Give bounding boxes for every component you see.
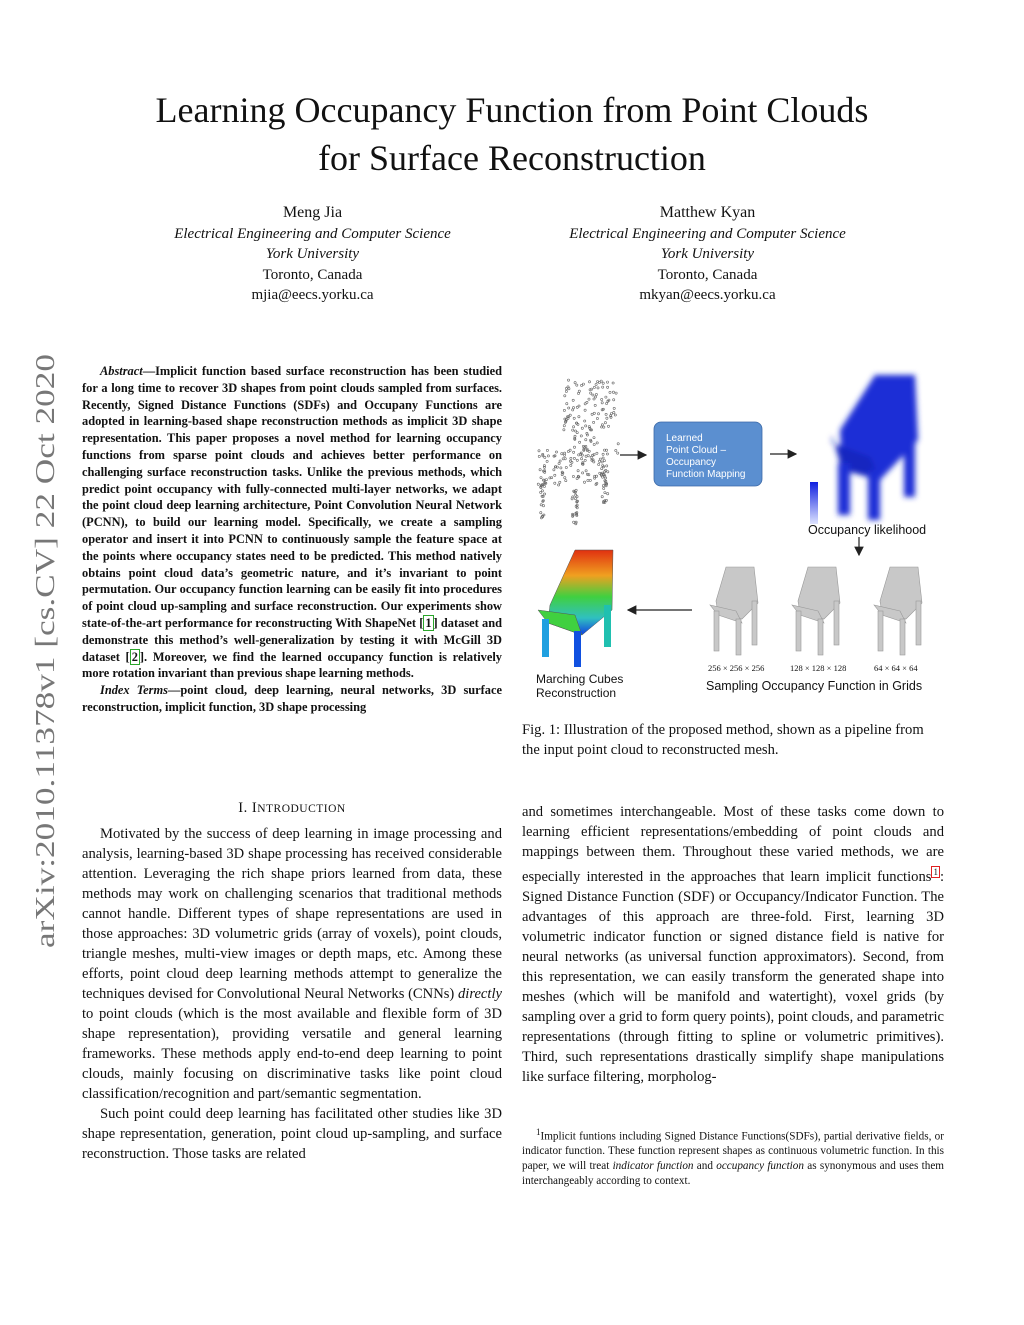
citation-link-1[interactable]: 1 <box>425 615 432 630</box>
point-cloud-dot <box>581 427 583 429</box>
intro-left-column <box>82 824 502 1164</box>
paper-title <box>0 86 1024 182</box>
point-cloud-dot <box>595 383 597 385</box>
point-cloud-dot <box>606 417 608 419</box>
index-terms-text: —point cloud, deep learning, neural networks, 3D surface reconstruction, implicit function, 3D shape processing <box>82 683 502 714</box>
point-cloud-dot <box>581 384 583 386</box>
intro-p1-text-a: Motivated by the success of deep learning in image processing and analysis, learning-based 3D shape processing has received considerable attention. Leveraging the rich shape priors learned from data, these methods may work on challenging scenarios that traditional methods cannot handle. Different types of shape representations are used in those approaches: 3D volumetric grids (array of voxels), point clouds, triangle meshes, multi-view images or depth maps, etc. Among these efforts, point cloud deep learning methods attempt to generalize the techniques devised for Convolutional Neural Networks (CNNs) <box>82 826 502 1002</box>
point-cloud-dot <box>602 453 604 455</box>
point-cloud-dot <box>578 416 580 418</box>
footnote <box>522 1125 944 1188</box>
point-cloud-dot <box>602 386 604 388</box>
abstract-label: Abstract <box>100 364 143 378</box>
point-cloud-dot <box>601 398 603 400</box>
abstract: Abstract—Implicit function based surface reconstruction has been studied for a long time to recover 3D shapes from point clouds sampled from surfaces. Recently, Signed Distance Functions (SDFs) and Occupany Functions are adopted in learning-based shape reconstruction methods as implicit 3D shape representation. This paper proposes a novel method for learning occupancy functions from sparse point clouds and achieves better performance on challenging surface reconstruction tasks. Unlike the previous methods, which predict point occupancy with fully-connected multi-layer networks, we adapt the point cloud deep learning architecture, Point Convolution Neural Network (PCNN), to build our learning model. Specifically, we create a sampling operator and insert it into PCNN to continuously sample the feature space at the points where occupancy states need to be predicted. This method natively obtains point cloud data’s geometric nature, and it’s invariant to point permutation. Our occupancy function learning can be easily fit into procedures of point cloud up-sampling and surface reconstruction. Our experiments show state-of-the-art performance for reconstructing With ShapeNet [ 1 ] dataset and demonstrate this method’s well-generalization by testing it with McGill 3D dataset [ 2 ]. Moreover, we find the learned occupancy function is relatively more rotation invariant than previous shape learning methods. Index Terms—point cloud, deep learning, neural networks, 3D surface reconstruction, implicit function, 3D shape processing <box>82 364 502 714</box>
point-cloud-dot <box>588 381 590 383</box>
point-cloud-dot <box>543 485 545 487</box>
footnote-link[interactable]: 1 <box>933 867 938 877</box>
mapping-box-line-2: Point Cloud – <box>666 445 727 456</box>
point-cloud-dot <box>601 402 603 404</box>
author-city: Toronto, Canada <box>657 266 758 283</box>
point-cloud-dot <box>607 471 609 473</box>
point-cloud-dot <box>546 449 548 451</box>
point-cloud-dot <box>575 494 577 496</box>
point-cloud-dot <box>573 417 575 419</box>
author-dept: Electrical Engineering and Computer Science <box>569 225 846 242</box>
point-cloud-dot <box>599 458 601 460</box>
section-title-first: I <box>251 800 258 816</box>
point-cloud-dot <box>601 424 603 426</box>
point-cloud-dot <box>579 441 581 443</box>
point-cloud-dot <box>585 439 587 441</box>
author-block-2 <box>545 203 870 306</box>
point-cloud-dot <box>563 409 565 411</box>
point-cloud-dot <box>580 435 582 437</box>
point-cloud-dot <box>553 469 555 471</box>
point-cloud-dot <box>602 457 604 459</box>
occupancy-label: Occupancy likelihood <box>808 523 927 537</box>
point-cloud-dot <box>596 452 598 454</box>
point-cloud-dot <box>572 399 574 401</box>
point-cloud-dot <box>574 382 576 384</box>
author-email: mjia@eecs.yorku.ca <box>251 287 374 303</box>
author-city: Toronto, Canada <box>262 266 363 283</box>
point-cloud-dot <box>576 477 578 479</box>
point-cloud-dot <box>593 421 595 423</box>
arxiv-stamp-text: arXiv:2010.11378v1 [cs.CV] 22 Oct 2020 <box>30 493 60 948</box>
figure-caption: Fig. 1: Illustration of the proposed method, shown as a pipeline from the input point cloud to reconstructed mesh. <box>522 722 924 758</box>
point-cloud-dot <box>589 479 591 481</box>
footnote-text-c: as synonymous and uses them interchangeably according to context. <box>522 1159 944 1187</box>
point-cloud-dot <box>559 460 561 462</box>
point-cloud-dot <box>585 470 587 472</box>
point-cloud-dot <box>617 443 619 445</box>
mapping-box-line-4: Function Mapping <box>666 469 746 480</box>
point-cloud-dot <box>554 482 556 484</box>
point-cloud-dot <box>594 404 596 406</box>
point-cloud-dot <box>603 460 605 462</box>
title-line-1: Learning Occupancy Function from Point Clouds <box>155 90 869 130</box>
abstract-text-2: dataset and demonstrate this method’s well-generalization by testing it with McGill 3D dataset <box>82 615 502 664</box>
point-cloud-dot <box>590 456 592 458</box>
point-cloud-dot <box>563 425 565 427</box>
point-cloud-dot <box>613 407 615 409</box>
point-cloud-dot <box>576 432 578 434</box>
point-cloud-dot <box>584 420 586 422</box>
point-cloud-dot <box>537 483 539 485</box>
point-cloud-dot <box>609 391 611 393</box>
section-numeral: I. <box>238 800 248 816</box>
point-cloud-dot <box>582 472 584 474</box>
point-cloud-dot <box>576 384 578 386</box>
point-cloud-dot <box>575 521 577 523</box>
point-cloud-dot <box>567 379 569 381</box>
right-text-a: and sometimes interchangeable. Most of these tasks come down to learning efficient representations/embedding of point clouds and mappings between them. Throughout these varied methods, we are especially interested in the approaches that learn implicit functions <box>522 804 944 885</box>
point-cloud-dot <box>613 411 615 413</box>
point-cloud-dot <box>601 426 603 428</box>
point-cloud-dot <box>565 390 567 392</box>
point-cloud-dot <box>594 396 596 398</box>
point-cloud-dot <box>546 460 548 462</box>
author-name: Meng Jia <box>282 204 343 221</box>
footnote-emphasis-1: indicator function <box>612 1159 694 1172</box>
point-cloud-dot <box>610 413 612 415</box>
sampled-chair-64 <box>874 567 922 655</box>
section-heading <box>82 800 502 817</box>
point-cloud-dot <box>584 459 586 461</box>
point-cloud-dot <box>587 479 589 481</box>
point-cloud-dot <box>612 391 614 393</box>
point-cloud-dot <box>595 393 597 395</box>
point-cloud-dot <box>558 484 560 486</box>
point-cloud-dot <box>564 395 566 397</box>
point-cloud-dot <box>593 398 595 400</box>
point-cloud-dot <box>572 475 574 477</box>
point-cloud-dot <box>572 409 574 411</box>
point-cloud-dot <box>607 493 609 495</box>
point-cloud-dot <box>540 504 542 506</box>
grid-label-64: 64 × 64 × 64 <box>874 663 918 673</box>
point-cloud-dot <box>617 452 619 454</box>
point-cloud-dot <box>538 450 540 452</box>
section-title-rest: NTRODUCTION <box>257 803 346 815</box>
point-cloud-dot <box>547 455 549 457</box>
occupancy-chair <box>832 375 918 520</box>
point-cloud-dot <box>558 462 560 464</box>
point-cloud-dot <box>573 451 575 453</box>
point-cloud-dot <box>565 466 567 468</box>
abstract-text-1: Implicit function based surface reconstruction has been studied for a long time to recover 3D shapes from point clouds sampled from surfaces. Recently, Signed Distance Functions (SDFs) and Occupany Functions are adopted in learning-based shape reconstruction methods as implicit 3D shape representation. This paper proposes a novel method for learning occupancy functions from sparse point clouds and achieves better performance on challenging surface reconstruction tasks. Unlike the previous methods, which predict point occupancy with fully-connected multi-layer networks, we adapt the point cloud deep learning architecture, Point Convolution Neural Network (PCNN), to build our learning model. Specifically, we create a sampling operator and insert it into PCNN to continuously sample the feature space at the points where occupancy states need to be predicted. This method natively obtains point cloud data’s geometric nature, and it’s invariant to point permutation. Our occupancy function learning can be easily fit into procedures of point cloud up-sampling and surface reconstruction. Our experiments show state-of-the-art performance for reconstructing With ShapeNet <box>82 364 502 630</box>
author-name: Matthew Kyan <box>659 204 756 221</box>
point-cloud-dot <box>602 476 604 478</box>
point-cloud-dot <box>540 512 542 514</box>
point-cloud-dot <box>607 425 609 427</box>
marching-label-1: Marching Cubes <box>536 672 624 686</box>
point-cloud-dot <box>538 455 540 457</box>
point-cloud-dot <box>576 406 578 408</box>
sampled-chair-256 <box>710 567 758 655</box>
abstract-text-3: . Moreover, we find the learned occupancy function is relatively more rotation invariant than previous shape learning methods. <box>82 649 502 681</box>
point-cloud-dot <box>545 479 547 481</box>
point-cloud-dot <box>573 426 575 428</box>
title-line-2: for Surface Reconstruction <box>318 138 706 178</box>
point-cloud-dot <box>605 413 607 415</box>
point-cloud-dot <box>596 442 598 444</box>
point-cloud-dot <box>593 386 595 388</box>
point-cloud-dot <box>601 496 603 498</box>
point-cloud-dot <box>577 470 579 472</box>
point-cloud-dot <box>570 464 572 466</box>
footnote-mark: 1 <box>536 1127 541 1137</box>
point-cloud-dot <box>592 394 594 396</box>
point-cloud-dot <box>540 477 542 479</box>
point-cloud-dot <box>604 422 606 424</box>
right-text-b: : Signed Distance Function (SDF) or Occupancy/Indicator Function. The advantages of this approach are three-fold. First, learning 3D volumetric indicator function or signed distance field is native for neural networks (as universal function approximators). Second, from this representation, we can easily transform the generated shape into meshes (which will be manifold and watertight), voxel grids (by sampling over a grid to form query points), point clouds, and parametric representations (through fitting to spline or volumetric primitives). Third, such representations drastically simplify shape manipulations like surface filtering, morpholog- <box>522 868 944 1085</box>
author-email: mkyan@eecs.yorku.ca <box>639 287 776 303</box>
point-cloud-dot <box>539 469 541 471</box>
svg-text:128 × 128 × 128 <box>790 663 846 673</box>
abstract-dash: — <box>142 364 156 378</box>
mapping-box-line-1: Learned <box>666 433 703 444</box>
point-cloud-dot <box>578 390 580 392</box>
point-cloud-dot <box>544 456 546 458</box>
sampling-label: Sampling Occupancy Function in Grids <box>706 679 923 693</box>
point-cloud-dot <box>606 453 608 455</box>
point-cloud-dot <box>565 480 567 482</box>
point-cloud-dot <box>583 481 585 483</box>
point-cloud-dot <box>561 453 563 455</box>
point-cloud-dot <box>563 429 565 431</box>
point-cloud-dot <box>593 443 595 445</box>
mapping-box-line-3: Occupancy <box>666 457 717 468</box>
point-cloud-dot <box>615 449 617 451</box>
point-cloud-dot <box>601 468 603 470</box>
point-cloud-dot <box>585 455 587 457</box>
point-cloud-dot <box>560 467 562 469</box>
pipeline-diagram <box>520 365 944 705</box>
figure-1 <box>520 365 944 705</box>
point-cloud-dot <box>572 429 574 431</box>
point-cloud-dot <box>542 505 544 507</box>
svg-text:64 × 64 × 64 <box>874 663 918 673</box>
footnote-text-a: Implicit funtions including Signed Distance Functions(SDFs), partial derivative fields, or indicator function. These function represent shapes as continuous volumetric function. In this paper, we will treat <box>522 1130 944 1172</box>
point-cloud-dot <box>596 417 598 419</box>
svg-text:256 × 256 × 256 <box>708 663 764 673</box>
sampled-chair-128 <box>792 567 840 655</box>
point-cloud-dot <box>559 481 561 483</box>
point-cloud-dot <box>613 399 615 401</box>
point-cloud-dot <box>593 437 595 439</box>
point-cloud-dot <box>598 463 600 465</box>
point-cloud-dot <box>597 387 599 389</box>
point-cloud-dot <box>555 451 557 453</box>
sampled-chairs <box>710 567 922 655</box>
point-cloud-dot <box>588 398 590 400</box>
point-cloud-dot <box>607 386 609 388</box>
occupancy-colorbar <box>810 482 818 524</box>
index-terms-label: Index Terms <box>100 683 168 698</box>
point-cloud-dot <box>544 493 546 495</box>
point-cloud-dot <box>602 485 604 487</box>
point-cloud-dot <box>603 426 605 428</box>
point-cloud-dot <box>577 392 579 394</box>
point-cloud-dot <box>581 458 583 460</box>
point-cloud-dot <box>584 403 586 405</box>
point-cloud-dot <box>606 465 608 467</box>
intro-paragraph-1 <box>82 824 502 1104</box>
point-cloud-dot <box>568 407 570 409</box>
point-cloud-dot <box>614 414 616 416</box>
point-cloud-dot <box>541 490 543 492</box>
point-cloud-dot <box>615 392 617 394</box>
author-univ: York University <box>660 246 755 262</box>
marching-label-2: Reconstruction <box>536 686 617 700</box>
point-cloud-dot <box>612 382 614 384</box>
grid-label-256: 256 × 256 × 256 <box>708 663 765 673</box>
intro-p1-emphasis: directly <box>457 986 502 1002</box>
point-cloud-dot <box>567 450 569 452</box>
point-cloud-dot <box>564 477 566 479</box>
point-cloud-dot <box>604 492 606 494</box>
arxiv-stamp <box>28 352 62 948</box>
point-cloud-dot <box>591 413 593 415</box>
svg-text:Marching Cubes Reconstru <box>536 672 627 700</box>
citation-link-2[interactable]: 2 <box>131 649 138 664</box>
point-cloud-dot <box>606 381 608 383</box>
point-cloud-dot <box>593 412 595 414</box>
right-paragraph <box>522 802 944 1087</box>
point-cloud-dot <box>603 487 605 489</box>
point-cloud-dot <box>584 409 586 411</box>
point-cloud-dot <box>601 461 603 463</box>
point-cloud-dot <box>602 382 604 384</box>
point-cloud-dot <box>576 459 578 461</box>
footnote-text-b: and <box>693 1159 717 1172</box>
point-cloud-dot <box>597 413 599 415</box>
point-cloud-dot <box>588 474 590 476</box>
intro-paragraph-2: Such point could deep learning has facilitated other studies like 3D shape representation, generation, point cloud up-sampling, and surface reconstruction. Those tasks are related <box>82 1106 502 1162</box>
author-block-1 <box>150 203 475 306</box>
author-dept: Electrical Engineering and Computer Science <box>174 225 451 242</box>
intro-p1-text-b: to point clouds (which is the most available and flexible form of 3D shape representation), providing versatile and general learning frameworks. These methods apply end-to-end deep learning to point clouds, mainly focusing on discriminative tasks like point cloud classification/recognition and part/semantic segmentation. <box>82 1006 502 1102</box>
footnote-emphasis-2: occupancy function <box>716 1159 804 1172</box>
point-cloud-dot <box>573 521 575 523</box>
point-cloud-dot <box>570 457 572 459</box>
author-univ: York University <box>265 246 360 262</box>
intro-right-column <box>522 802 944 1087</box>
point-cloud-dot <box>573 457 575 459</box>
point-cloud-dot <box>566 403 568 405</box>
point-cloud-dot <box>572 407 574 409</box>
grid-label-128: 128 × 128 × 128 <box>790 663 847 673</box>
input-point-cloud <box>537 379 619 525</box>
point-cloud-dot <box>585 425 587 427</box>
point-cloud-dot <box>606 402 608 404</box>
point-cloud-dot <box>605 396 607 398</box>
reconstructed-mesh-chair <box>538 550 613 667</box>
point-cloud-dot <box>590 392 592 394</box>
point-cloud-dot <box>573 446 575 448</box>
point-cloud-dot <box>598 460 600 462</box>
point-cloud-dot <box>554 474 556 476</box>
